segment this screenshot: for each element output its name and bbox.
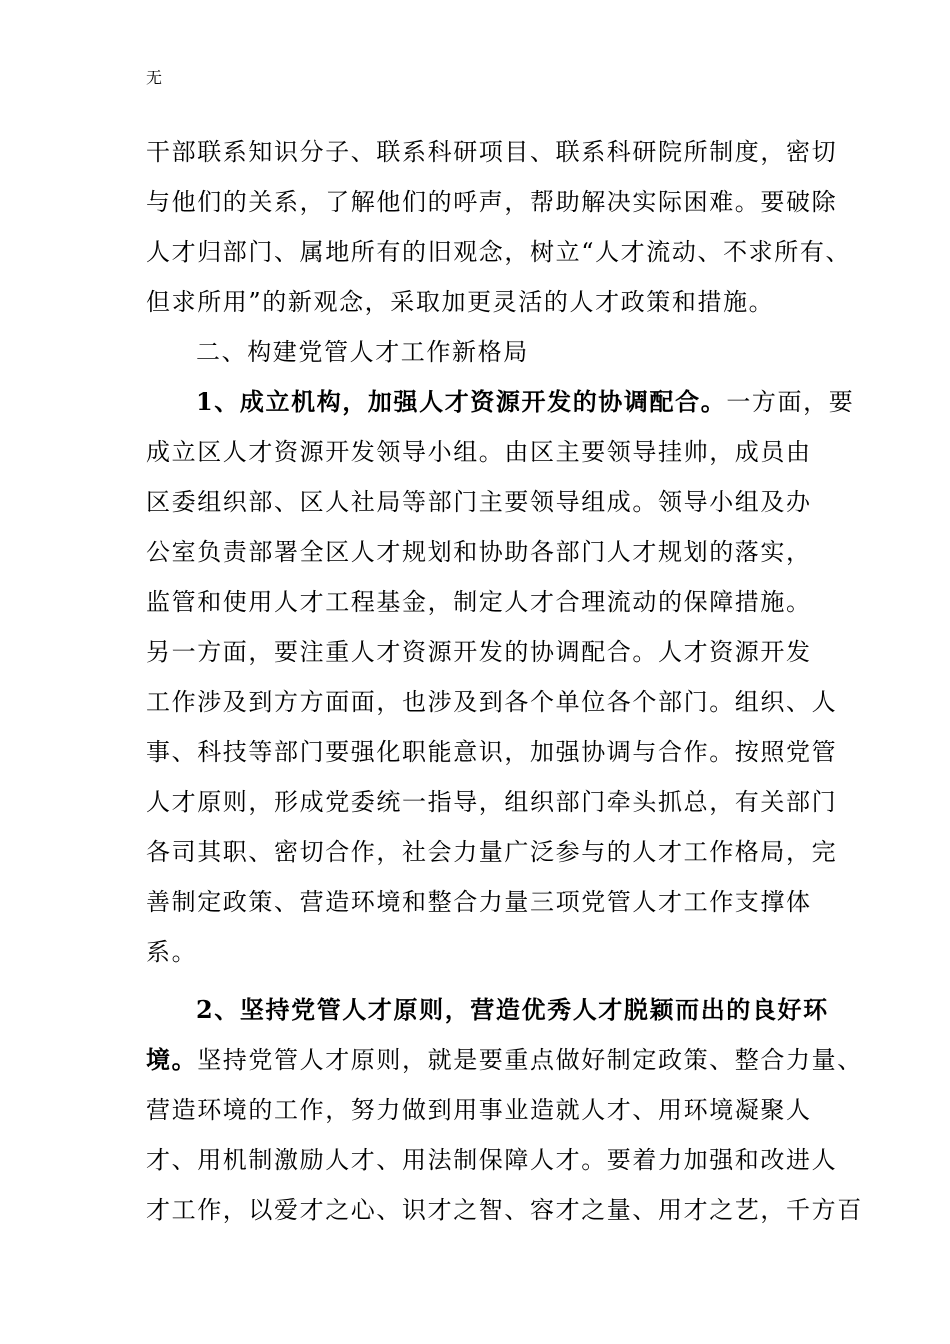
text-run: 坚持党管人才原则，就是要重点做好制定政策、整合力量、 <box>197 1046 863 1074</box>
text-line: 工作涉及到方方面面，也涉及到各个单位各个部门。组织、人 <box>146 688 838 716</box>
subsection-title-end: 境。 <box>146 1045 198 1074</box>
text-line: 与他们的关系，了解他们的呼声，帮助解决实际困难。要破除 <box>146 188 838 216</box>
document-body <box>146 127 863 1235</box>
text-line: 各司其职、密切合作，社会力量广泛参与的人才工作格局，完 <box>146 838 838 866</box>
text-line: 监管和使用人才工程基金，制定人才合理流动的保障措施。 <box>146 588 812 616</box>
text-line: 人才原则，形成党委统一指导，组织部门牵头抓总，有关部门 <box>146 788 838 816</box>
text-run: 一方面，要 <box>726 388 855 416</box>
text-line: 但求所用”的新观念，采取加更灵活的人才政策和措施。 <box>146 288 775 316</box>
text-line: 系。 <box>146 938 198 966</box>
section-heading: 二、构建党管人才工作新格局 <box>196 338 529 366</box>
text-line: 营造环境的工作，努力做到用事业造就人才、用环境凝聚人 <box>146 1096 812 1124</box>
text-line: 公室负责部署全区人才规划和协助各部门人才规划的落实， <box>146 538 812 566</box>
text-line: 人才归部门、属地所有的旧观念，树立“人才流动、不求所有、 <box>146 238 852 266</box>
text-line: 善制定政策、营造环境和整合力量三项党管人才工作支撑体 <box>146 888 812 916</box>
text-line: 干部联系知识分子、联系科研项目、联系科研院所制度，密切 <box>146 138 838 166</box>
text-line: 才、用机制激励人才、用法制保障人才。要着力加强和改进人 <box>146 1146 838 1174</box>
text-line: 另一方面，要注重人才资源开发的协调配合。人才资源开发 <box>146 638 812 666</box>
subsection-title: 1、成立机构，加强人才资源开发的协调配合。 <box>196 387 727 416</box>
text-line <box>146 377 855 427</box>
text-line <box>146 1035 863 1085</box>
text-line: 才工作，以爱才之心、识才之智、容才之量、用才之艺，千方百 <box>146 1196 863 1224</box>
text-line: 区委组织部、区人社局等部门主要领导组成。领导小组及办 <box>146 488 812 516</box>
text-line: 事、科技等部门要强化职能意识，加强协调与合作。按照党管 <box>146 738 838 766</box>
page-header: 无 <box>146 68 163 87</box>
subsection-title: 2、坚持党管人才原则，营造优秀人才脱颖而出的良好环 <box>196 995 829 1024</box>
text-line: 成立区人才资源开发领导小组。由区主要领导挂帅，成员由 <box>146 438 812 466</box>
